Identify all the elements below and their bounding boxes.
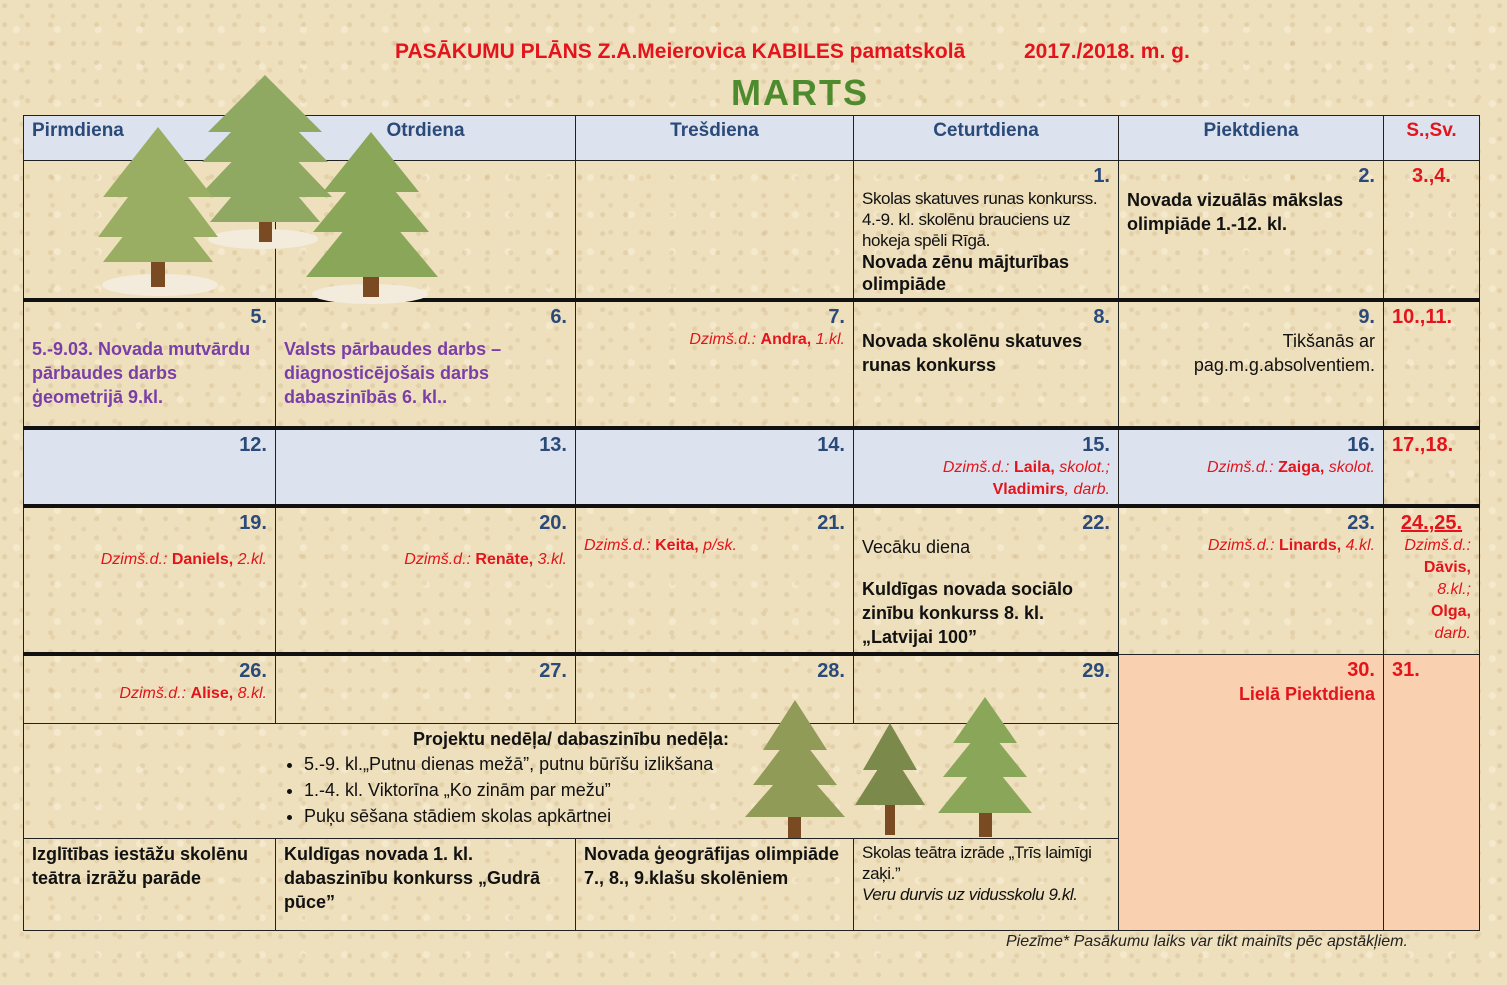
day-number: 28.: [817, 660, 845, 682]
day-number: 7.: [828, 306, 845, 328]
birthday-text: Dzimš.d.: Andra, 1.kl.: [689, 331, 845, 348]
day-number: 31.: [1392, 658, 1420, 681]
week-row-3: [24, 428, 1480, 506]
weekend-cell: [1384, 506, 1480, 654]
day-cell-16: [1119, 428, 1384, 506]
day-cell-14: [576, 428, 854, 506]
weekend-cell: [1384, 428, 1480, 506]
list-item: • 5.-9. kl.„Putnu dienas mežā”, putnu būrīšu izlikšana: [304, 751, 1110, 777]
day-cell-27: [276, 654, 576, 723]
footnote: Piezīme* Pasākumu laiks var tikt mainīts pēc apstākļiem.: [1006, 933, 1408, 950]
day-number: 10.,11.: [1392, 306, 1453, 328]
header-monday: Pirmdiena: [24, 116, 276, 161]
day-cell-8: [854, 300, 1119, 428]
day-cell-12: [24, 428, 276, 506]
day-cell-26: [24, 654, 276, 723]
week-row-4: [24, 506, 1480, 654]
school-year: 2017./2018. m. g.: [1024, 40, 1190, 63]
day-number: 3.,4.: [1412, 165, 1451, 187]
day-number: 9.: [1358, 306, 1375, 328]
event-cell: Izglītības iestāžu skolēnu teātra izrāžu parāde: [24, 838, 276, 930]
day-number: 15.: [1082, 434, 1110, 456]
event-text: Vecāku diena: [862, 537, 971, 557]
birthday-text: Dzimš.d.: Alise, 8.kl.: [119, 685, 267, 702]
day-number: 29.: [1082, 660, 1110, 682]
day-cell-15: [854, 428, 1119, 506]
birthday-text: Dzimš.d.: Zaiga, skolot.: [1206, 459, 1375, 476]
day-number: 14.: [817, 434, 845, 456]
event-cell: [854, 838, 1119, 930]
event-text: Skolas teātra izrāde „Trīs laimīgi zaķi.”: [862, 842, 1092, 883]
day-cell-21: [576, 506, 854, 654]
day-cell-7: [576, 300, 854, 428]
birthday-text: Dzimš.d.: Linards, 4.kl.: [1207, 537, 1375, 554]
event-text: Novada skolēnu skatuves runas konkurss: [862, 331, 1083, 375]
event-text: Veru durvis uz vidusskolu 9.kl.: [862, 884, 1078, 904]
birthday-text: Dzimš.d.: Laila, skolot.; Vladimirs, darb.: [942, 459, 1110, 498]
pine-tree-icon: [743, 695, 1043, 840]
page-title: PASĀKUMU PLĀNS Z.A.Meierovica KABILES pamatskolā: [395, 40, 966, 63]
event-text: Novada zēnu mājturības olimpiāde: [862, 252, 1070, 294]
day-cell-1: [854, 161, 1119, 301]
day-cell-empty: [576, 161, 854, 301]
day-number: 5.: [250, 306, 267, 328]
day-number: 23.: [1347, 512, 1375, 534]
event-cell: Kuldīgas novada 1. kl. dabaszinību konkurss „Gudrā pūce”: [276, 838, 576, 930]
day-number: 19.: [239, 512, 267, 534]
day-number: 1.: [1093, 165, 1110, 187]
day-cell-9: [1119, 300, 1384, 428]
event-text: Lielā Piektdiena: [1238, 683, 1375, 704]
day-number: 17.,18.: [1392, 434, 1454, 456]
day-number: 16.: [1347, 434, 1375, 456]
header-thursday: Ceturtdiena: [854, 116, 1119, 161]
event-text: Tikšanās ar pag.m.g.absolventiem.: [1193, 331, 1375, 375]
list-item: • 1.-4. kl. Viktorīna „Ko zinām par mežu”: [304, 777, 1110, 803]
day-number: 6.: [550, 306, 567, 328]
birthday-text: Dzimš.d.: Daniels, 2.kl.: [100, 551, 267, 568]
day-cell-2: [1119, 161, 1384, 301]
header-friday: Piektdiena: [1119, 116, 1384, 161]
day-number: 13.: [539, 434, 567, 456]
day-number: 20.: [539, 512, 567, 534]
header-tuesday: Otrdiena: [276, 116, 576, 161]
project-title: Projektu nedēļa/ dabaszinību nedēļa:: [412, 728, 730, 749]
day-number: 21.: [817, 512, 845, 534]
day-number: 2.: [1358, 165, 1375, 187]
header-wednesday: Trešdiena: [576, 116, 854, 161]
weekend-cell: [1384, 300, 1480, 428]
day-cell-22: [854, 506, 1119, 654]
event-text: Skolas skatuves runas konkurss.: [862, 189, 1098, 208]
day-number: 22.: [1082, 512, 1110, 534]
day-number: 27.: [539, 660, 567, 682]
day-cell-31: [1384, 654, 1480, 930]
pine-tree-icon: [98, 72, 443, 304]
birthday-text: Dzimš.d.: Dāvis, 8.kl.; Olga, darb.: [1404, 537, 1471, 642]
day-cell-13: [276, 428, 576, 506]
day-cell-23: [1119, 506, 1384, 654]
day-cell-30: [1119, 654, 1384, 930]
event-text: 4.-9. kl. skolēnu brauciens uz hokeja spēli Rīgā.: [862, 210, 1071, 250]
event-text: Valsts pārbaudes darbs – diagnosticējošais darbs dabaszinībās 6. kl..: [284, 339, 502, 407]
event-cell: Novada ģeogrāfijas olimpiāde 7., 8., 9.klašu skolēniem: [576, 838, 854, 930]
day-number: 8.: [1093, 306, 1110, 328]
header-weekend: S.,Sv.: [1384, 116, 1480, 161]
day-cell-20: [276, 506, 576, 654]
event-text: Kuldīgas novada sociālo zinību konkurss 8. kl. „Latvijai 100”: [862, 579, 1074, 647]
day-number: 24.,25.: [1400, 512, 1463, 534]
birthday-text: Dzimš.d.: Renāte, 3.kl.: [404, 551, 567, 568]
list-item: • Puķu sēšana stādiem skolas apkārtnei: [304, 803, 1110, 829]
weekend-cell: [1384, 161, 1480, 301]
month-title: MARTS: [731, 72, 869, 113]
day-number: 12.: [239, 434, 267, 456]
event-text: 5.-9.03. Novada mutvārdu pārbaudes darbs ģeometrijā 9.kl.: [32, 339, 251, 407]
event-text: Novada vizuālās mākslas olimpiāde 1.-12. kl.: [1127, 190, 1344, 234]
birthday-text: Dzimš.d.: Keita, p/sk.: [584, 537, 737, 554]
day-number: 26.: [239, 660, 267, 682]
day-cell-19: [24, 506, 276, 654]
day-cell-6: [276, 300, 576, 428]
week-row-2: [24, 300, 1480, 428]
day-cell-5: [24, 300, 276, 428]
day-number: 30.: [1347, 658, 1375, 681]
